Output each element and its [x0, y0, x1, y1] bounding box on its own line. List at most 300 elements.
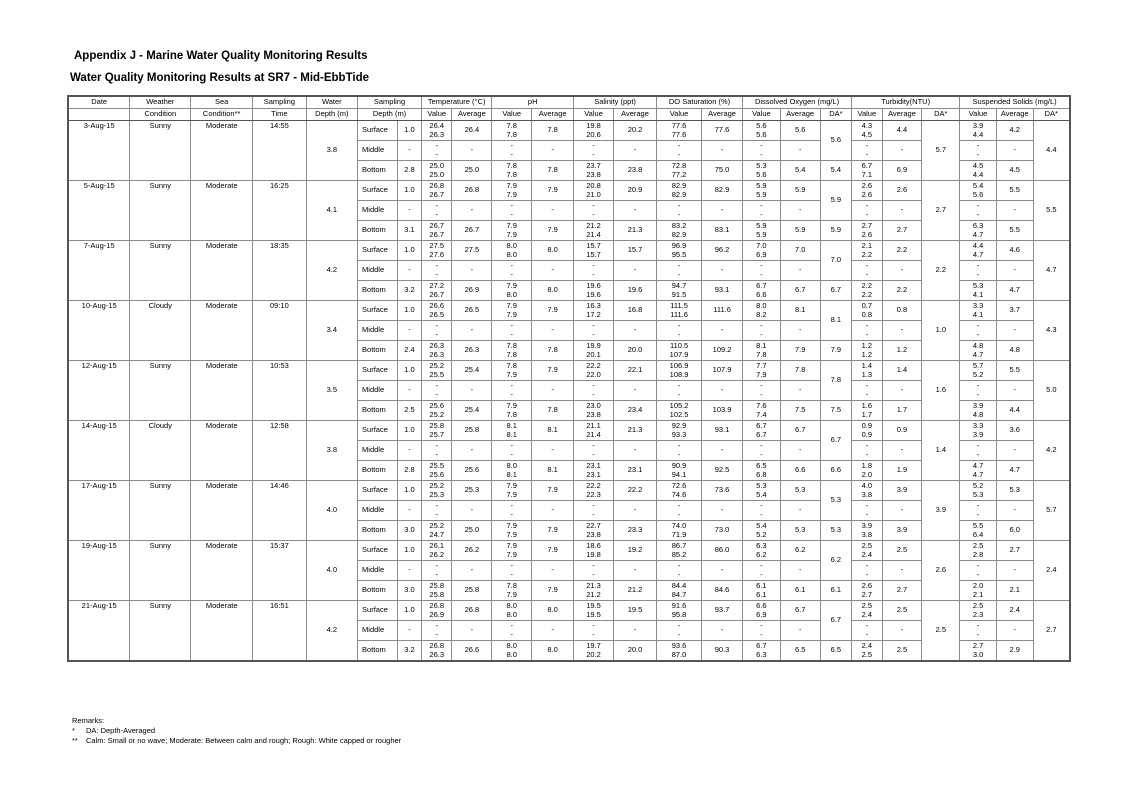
- suspended-solids-da: 4.4: [1033, 121, 1070, 181]
- suspended-solids-value-reading-2: 4.4: [972, 169, 984, 179]
- table-row: [68, 601, 1070, 621]
- ph-value: [492, 441, 532, 461]
- salinity-value-reading-1: 19.7: [586, 641, 601, 650]
- do-saturation-value-reading-1: 77.6: [671, 121, 687, 130]
- turbidity-value: [852, 241, 882, 261]
- sampling-level-cell: Middle: [358, 501, 398, 521]
- suspended-solids-da: 4.7: [1033, 241, 1070, 301]
- temperature-value-reading-1: -: [435, 201, 438, 210]
- column-subheader: Value: [657, 109, 702, 121]
- water-depth-cell: 4.1: [306, 181, 357, 241]
- do-saturation-value-reading-2: 94.1: [671, 469, 687, 479]
- temperature-value-reading-1: 26.8: [429, 181, 445, 190]
- ph-value: [492, 401, 532, 421]
- sampling-level-cell: Surface: [358, 301, 398, 321]
- salinity-value-reading-1: -: [592, 321, 595, 330]
- suspended-solids-value: [960, 461, 997, 481]
- salinity-value: [574, 501, 614, 521]
- ph-value: [492, 181, 532, 201]
- sampling-depth-cell: 1.0: [397, 541, 421, 561]
- ph-value-reading-2: 8.1: [506, 429, 517, 439]
- salinity-value: [574, 161, 614, 181]
- temperature-value: [422, 541, 452, 561]
- weather-cell: Sunny: [130, 601, 191, 662]
- dissolved-oxygen-value-reading-2: -: [760, 569, 763, 579]
- ph-value-reading-2: 8.0: [506, 249, 517, 259]
- sea-condition-cell: Moderate: [191, 241, 253, 301]
- sampling-level-cell: Surface: [358, 121, 398, 141]
- ph-value-reading-1: -: [510, 141, 513, 150]
- column-subheader: Value: [422, 109, 452, 121]
- turbidity-value-reading-2: 7.1: [861, 169, 873, 179]
- suspended-solids-value: [960, 521, 997, 541]
- turbidity-average: 3.9: [882, 481, 922, 501]
- turbidity-da: 5.7: [922, 121, 960, 181]
- turbidity-average: 2.5: [882, 641, 922, 662]
- table-title: Water Quality Monitoring Results at SR7 - Mid-EbbTide: [70, 72, 370, 84]
- ph-value-reading-2: -: [510, 569, 513, 579]
- ph-value-reading-2: 8.1: [506, 469, 517, 479]
- weather-cell: Sunny: [130, 121, 191, 181]
- ph-average: -: [532, 381, 574, 401]
- salinity-value-reading-1: 22.2: [586, 481, 601, 490]
- temperature-value-reading-1: 27.5: [429, 241, 445, 250]
- turbidity-average: 2.6: [882, 181, 922, 201]
- turbidity-value-reading-1: -: [865, 501, 869, 510]
- do-saturation-value-reading-1: -: [677, 141, 681, 150]
- do-saturation-value-reading-2: 108.9: [669, 369, 689, 379]
- turbidity-average: 2.2: [882, 241, 922, 261]
- do-saturation-value-reading-1: 106.9: [669, 361, 689, 370]
- suspended-solids-value: [960, 501, 997, 521]
- temperature-average: 25.4: [452, 361, 492, 381]
- suspended-solids-value-reading-1: -: [976, 201, 980, 210]
- turbidity-average: -: [882, 201, 922, 221]
- dissolved-oxygen-value: [743, 441, 781, 461]
- do-saturation-value-reading-2: 93.3: [671, 429, 687, 439]
- suspended-solids-value-reading-2: 5.3: [972, 489, 984, 499]
- salinity-value-reading-2: 23.8: [586, 529, 601, 539]
- dissolved-oxygen-value-reading-1: 5.9: [756, 181, 767, 190]
- turbidity-average: -: [882, 381, 922, 401]
- turbidity-value-reading-2: -: [865, 149, 869, 159]
- dissolved-oxygen-average: 6.1: [780, 581, 820, 601]
- do-saturation-value-reading-2: 77.2: [671, 169, 687, 179]
- salinity-value-reading-1: 18.6: [586, 541, 601, 550]
- salinity-value-reading-1: -: [592, 501, 595, 510]
- turbidity-value-reading-2: 4.5: [861, 129, 873, 139]
- do-saturation-value-reading-1: -: [677, 321, 681, 330]
- date-cell: 17-Aug-15: [68, 481, 130, 541]
- turbidity-value: [852, 321, 882, 341]
- salinity-value: [574, 441, 614, 461]
- turbidity-value-reading-1: -: [865, 141, 869, 150]
- ph-average: -: [532, 201, 574, 221]
- suspended-solids-value-reading-1: -: [976, 441, 980, 450]
- do-saturation-average: 73.0: [702, 521, 743, 541]
- turbidity-value-reading-1: 0.7: [861, 301, 873, 310]
- suspended-solids-value-reading-2: 3.9: [972, 429, 984, 439]
- ph-value: [492, 241, 532, 261]
- suspended-solids-value: [960, 281, 997, 301]
- column-subheader: Average: [996, 109, 1033, 121]
- do-saturation-value-reading-2: -: [677, 509, 681, 519]
- turbidity-average: 2.7: [882, 581, 922, 601]
- temperature-value-reading-1: -: [435, 621, 438, 630]
- sampling-depth-cell: -: [397, 441, 421, 461]
- water-depth-cell: 3.8: [306, 121, 357, 181]
- turbidity-value-reading-2: -: [865, 629, 869, 639]
- temperature-value: [422, 221, 452, 241]
- column-group-header: Water: [306, 96, 357, 109]
- salinity-value-reading-2: 21.2: [586, 589, 601, 599]
- turbidity-average: 3.9: [882, 521, 922, 541]
- turbidity-value: [852, 261, 882, 281]
- ph-value-reading-1: 7.8: [506, 121, 517, 130]
- sampling-depth-cell: 1.0: [397, 361, 421, 381]
- salinity-value-reading-2: -: [592, 389, 595, 399]
- do-saturation-average: 107.9: [702, 361, 743, 381]
- sampling-depth-cell: 1.0: [397, 601, 421, 621]
- temperature-value-reading-2: 26.7: [429, 289, 445, 299]
- dissolved-oxygen-value-reading-2: -: [760, 449, 763, 459]
- suspended-solids-value: [960, 321, 997, 341]
- water-quality-table: [67, 95, 1071, 662]
- dissolved-oxygen-average: 7.8: [780, 361, 820, 381]
- ph-value-reading-1: -: [510, 441, 513, 450]
- sea-condition-cell: Moderate: [191, 541, 253, 601]
- suspended-solids-value-reading-1: 6.3: [972, 221, 984, 230]
- temperature-value: [422, 641, 452, 662]
- turbidity-value: [852, 481, 882, 501]
- turbidity-value-reading-1: -: [865, 261, 869, 270]
- table-row: [68, 181, 1070, 201]
- column-subheader: Condition: [130, 109, 191, 121]
- turbidity-value-reading-2: 2.6: [861, 189, 873, 199]
- sampling-depth-cell: 1.0: [397, 301, 421, 321]
- suspended-solids-value-reading-2: 5.2: [972, 369, 984, 379]
- turbidity-value-reading-1: 4.3: [861, 121, 873, 130]
- water-depth-cell: 3.4: [306, 301, 357, 361]
- do-saturation-value-reading-2: -: [677, 209, 681, 219]
- temperature-value-reading-2: 26.3: [429, 349, 445, 359]
- suspended-solids-average: -: [996, 561, 1033, 581]
- sampling-level-cell: Bottom: [358, 401, 398, 421]
- do-saturation-value: [657, 621, 702, 641]
- turbidity-value: [852, 381, 882, 401]
- ph-average: -: [532, 441, 574, 461]
- sea-condition-cell: Moderate: [191, 361, 253, 421]
- salinity-value: [574, 621, 614, 641]
- sampling-time-cell: 18:35: [253, 241, 307, 301]
- dissolved-oxygen-value-reading-1: 7.7: [756, 361, 767, 370]
- do-saturation-value-reading-2: -: [677, 449, 681, 459]
- ph-value: [492, 141, 532, 161]
- salinity-average: 23.8: [613, 161, 656, 181]
- column-subheader: Depth (m): [306, 109, 357, 121]
- turbidity-value-reading-1: -: [865, 561, 869, 570]
- dissolved-oxygen-da: 6.7: [820, 601, 851, 641]
- salinity-value-reading-1: -: [592, 261, 595, 270]
- temperature-value-reading-2: 26.7: [429, 229, 445, 239]
- water-depth-cell: 3.5: [306, 361, 357, 421]
- salinity-value-reading-1: -: [592, 201, 595, 210]
- temperature-value-reading-2: 26.5: [429, 309, 445, 319]
- salinity-value-reading-2: 21.0: [586, 189, 601, 199]
- suspended-solids-value: [960, 641, 997, 662]
- salinity-value: [574, 381, 614, 401]
- do-saturation-value-reading-1: -: [677, 261, 681, 270]
- sampling-depth-cell: -: [397, 141, 421, 161]
- temperature-value-reading-2: 26.9: [429, 609, 445, 619]
- turbidity-value-reading-2: -: [865, 449, 869, 459]
- dissolved-oxygen-value: [743, 621, 781, 641]
- ph-value: [492, 301, 532, 321]
- suspended-solids-value-reading-1: -: [976, 621, 980, 630]
- ph-average: 8.1: [532, 461, 574, 481]
- suspended-solids-average: 6.0: [996, 521, 1033, 541]
- column-subheader: [68, 109, 130, 121]
- ph-value: [492, 361, 532, 381]
- column-subheader: Average: [452, 109, 492, 121]
- date-cell: 21-Aug-15: [68, 601, 130, 662]
- salinity-average: 16.8: [613, 301, 656, 321]
- do-saturation-value: [657, 481, 702, 501]
- do-saturation-average: -: [702, 441, 743, 461]
- ph-average: -: [532, 141, 574, 161]
- do-saturation-value: [657, 121, 702, 141]
- do-saturation-value-reading-1: 72.6: [671, 481, 687, 490]
- temperature-value: [422, 321, 452, 341]
- column-subheader: Value: [492, 109, 532, 121]
- turbidity-value: [852, 201, 882, 221]
- dissolved-oxygen-average: 6.7: [780, 281, 820, 301]
- suspended-solids-da: 2.4: [1033, 541, 1070, 601]
- do-saturation-value: [657, 461, 702, 481]
- turbidity-value: [852, 121, 882, 141]
- turbidity-value-reading-2: -: [865, 389, 869, 399]
- ph-value: [492, 461, 532, 481]
- salinity-value-reading-1: 22.7: [586, 521, 601, 530]
- dissolved-oxygen-value-reading-1: -: [760, 141, 763, 150]
- sampling-level-cell: Middle: [358, 261, 398, 281]
- do-saturation-value-reading-2: -: [677, 569, 681, 579]
- temperature-value-reading-1: 25.5: [429, 461, 445, 470]
- temperature-value: [422, 421, 452, 441]
- suspended-solids-value-reading-2: 2.3: [972, 609, 984, 619]
- do-saturation-average: -: [702, 501, 743, 521]
- do-saturation-value-reading-2: 111.6: [670, 309, 688, 319]
- ph-value-reading-1: 8.0: [506, 461, 517, 470]
- do-saturation-value: [657, 221, 702, 241]
- temperature-value-reading-1: 26.8: [429, 641, 445, 650]
- dissolved-oxygen-average: -: [780, 261, 820, 281]
- dissolved-oxygen-average: 6.7: [780, 421, 820, 441]
- turbidity-average: 1.9: [882, 461, 922, 481]
- turbidity-value: [852, 621, 882, 641]
- do-saturation-value: [657, 561, 702, 581]
- ph-value-reading-1: -: [510, 381, 513, 390]
- do-saturation-average: -: [702, 381, 743, 401]
- sampling-depth-cell: -: [397, 561, 421, 581]
- ph-average: 7.9: [532, 541, 574, 561]
- ph-value: [492, 501, 532, 521]
- sea-condition-cell: Moderate: [191, 301, 253, 361]
- suspended-solids-average: -: [996, 621, 1033, 641]
- temperature-value: [422, 161, 452, 181]
- suspended-solids-average: 4.7: [996, 281, 1033, 301]
- temperature-value: [422, 481, 452, 501]
- ph-value-reading-2: 7.9: [506, 369, 517, 379]
- sampling-time-cell: 10:53: [253, 361, 307, 421]
- ph-average: -: [532, 561, 574, 581]
- turbidity-value-reading-1: -: [865, 381, 869, 390]
- turbidity-average: 2.5: [882, 601, 922, 621]
- salinity-value-reading-2: -: [592, 329, 595, 339]
- salinity-value: [574, 361, 614, 381]
- temperature-value-reading-1: 26.3: [429, 341, 445, 350]
- turbidity-value-reading-2: 2.4: [861, 609, 873, 619]
- sampling-level-cell: Middle: [358, 201, 398, 221]
- turbidity-average: -: [882, 261, 922, 281]
- sampling-depth-cell: 1.0: [397, 121, 421, 141]
- dissolved-oxygen-value-reading-1: 5.3: [756, 481, 767, 490]
- ph-value-reading-2: 7.8: [506, 169, 517, 179]
- salinity-value-reading-1: 23.1: [586, 461, 601, 470]
- turbidity-value-reading-2: -: [865, 569, 869, 579]
- suspended-solids-value-reading-1: 5.7: [972, 361, 984, 370]
- salinity-value: [574, 401, 614, 421]
- dissolved-oxygen-value-reading-2: 6.9: [756, 249, 767, 259]
- sampling-depth-cell: -: [397, 381, 421, 401]
- sampling-level-cell: Surface: [358, 361, 398, 381]
- suspended-solids-average: -: [996, 381, 1033, 401]
- suspended-solids-da: 5.7: [1033, 481, 1070, 541]
- sampling-level-cell: Bottom: [358, 521, 398, 541]
- suspended-solids-value-reading-1: 2.5: [972, 601, 984, 610]
- salinity-value-reading-1: -: [592, 141, 595, 150]
- do-saturation-value-reading-1: 96.9: [671, 241, 687, 250]
- water-depth-cell: 3.8: [306, 421, 357, 481]
- suspended-solids-average: -: [996, 141, 1033, 161]
- salinity-value-reading-1: -: [592, 441, 595, 450]
- salinity-value-reading-1: 21.3: [586, 581, 601, 590]
- ph-value-reading-1: 7.9: [506, 181, 517, 190]
- sampling-time-cell: 16:25: [253, 181, 307, 241]
- turbidity-value-reading-1: 3.9: [861, 521, 873, 530]
- ph-value: [492, 581, 532, 601]
- ph-value: [492, 161, 532, 181]
- do-saturation-value-reading-2: 74.6: [671, 489, 687, 499]
- salinity-value-reading-1: 15.7: [586, 241, 601, 250]
- dissolved-oxygen-value: [743, 141, 781, 161]
- turbidity-value: [852, 601, 882, 621]
- dissolved-oxygen-value-reading-2: 5.9: [756, 229, 767, 239]
- salinity-average: 19.2: [613, 541, 656, 561]
- dissolved-oxygen-value-reading-1: 5.9: [756, 221, 767, 230]
- temperature-value-reading-2: 26.2: [429, 549, 445, 559]
- suspended-solids-average: 2.7: [996, 541, 1033, 561]
- salinity-average: -: [613, 621, 656, 641]
- do-saturation-average: 86.0: [702, 541, 743, 561]
- dissolved-oxygen-average: 5.9: [780, 221, 820, 241]
- sampling-time-cell: 15:37: [253, 541, 307, 601]
- dissolved-oxygen-bottom: 6.1: [820, 581, 851, 601]
- suspended-solids-value-reading-2: 6.4: [972, 529, 984, 539]
- do-saturation-value-reading-1: 86.7: [671, 541, 687, 550]
- suspended-solids-value-reading-1: -: [976, 321, 980, 330]
- sampling-depth-cell: 1.0: [397, 421, 421, 441]
- do-saturation-average: 96.2: [702, 241, 743, 261]
- do-saturation-value-reading-1: 74.0: [671, 521, 687, 530]
- temperature-value: [422, 281, 452, 301]
- column-group-header: Turbidity(NTU): [852, 96, 960, 109]
- salinity-average: -: [613, 261, 656, 281]
- turbidity-value-reading-1: 2.2: [861, 281, 873, 290]
- temperature-average: 26.5: [452, 301, 492, 321]
- temperature-value-reading-1: 27.2: [429, 281, 445, 290]
- suspended-solids-average: 5.5: [996, 361, 1033, 381]
- do-saturation-value: [657, 441, 702, 461]
- turbidity-da: 2.5: [922, 601, 960, 662]
- column-group-header: pH: [492, 96, 574, 109]
- water-depth-cell: 4.0: [306, 481, 357, 541]
- sampling-level-cell: Surface: [358, 181, 398, 201]
- turbidity-value-reading-1: 2.1: [861, 241, 873, 250]
- do-saturation-value-reading-1: 111.5: [670, 301, 688, 310]
- turbidity-value-reading-2: 2.2: [861, 289, 873, 299]
- dissolved-oxygen-value: [743, 201, 781, 221]
- sampling-depth-cell: 2.4: [397, 341, 421, 361]
- dissolved-oxygen-value: [743, 341, 781, 361]
- turbidity-value-reading-2: 1.3: [861, 369, 873, 379]
- temperature-value-reading-2: 25.8: [429, 589, 445, 599]
- ph-value-reading-2: 7.9: [506, 229, 517, 239]
- table-row: [68, 121, 1070, 141]
- salinity-value: [574, 461, 614, 481]
- suspended-solids-value: [960, 601, 997, 621]
- turbidity-value-reading-1: 1.6: [861, 401, 873, 410]
- ph-value-reading-2: 7.8: [506, 349, 517, 359]
- temperature-average: 25.4: [452, 401, 492, 421]
- salinity-value-reading-2: 20.2: [586, 649, 601, 659]
- dissolved-oxygen-value-reading-1: 7.0: [756, 241, 767, 250]
- turbidity-value-reading-1: -: [865, 621, 869, 630]
- turbidity-value-reading-1: 2.4: [861, 641, 873, 650]
- suspended-solids-da: 4.2: [1033, 421, 1070, 481]
- do-saturation-value-reading-1: 90.9: [671, 461, 687, 470]
- salinity-value-reading-1: 21.2: [586, 221, 601, 230]
- do-saturation-value-reading-2: 91.5: [671, 289, 687, 299]
- temperature-value-reading-1: -: [435, 441, 438, 450]
- remark-symbol: *: [72, 726, 75, 735]
- dissolved-oxygen-value: [743, 521, 781, 541]
- turbidity-da: 2.2: [922, 241, 960, 301]
- suspended-solids-value-reading-1: 5.4: [972, 181, 984, 190]
- temperature-value-reading-1: 26.1: [429, 541, 445, 550]
- do-saturation-value: [657, 421, 702, 441]
- sea-condition-cell: Moderate: [191, 121, 253, 181]
- temperature-value-reading-1: 25.2: [429, 521, 445, 530]
- turbidity-value: [852, 421, 882, 441]
- weather-cell: Cloudy: [130, 421, 191, 481]
- suspended-solids-value-reading-2: -: [976, 569, 980, 579]
- sampling-level-cell: Surface: [358, 241, 398, 261]
- dissolved-oxygen-average: -: [780, 141, 820, 161]
- ph-value: [492, 521, 532, 541]
- salinity-value-reading-1: 23.0: [586, 401, 601, 410]
- do-saturation-value-reading-2: -: [677, 149, 681, 159]
